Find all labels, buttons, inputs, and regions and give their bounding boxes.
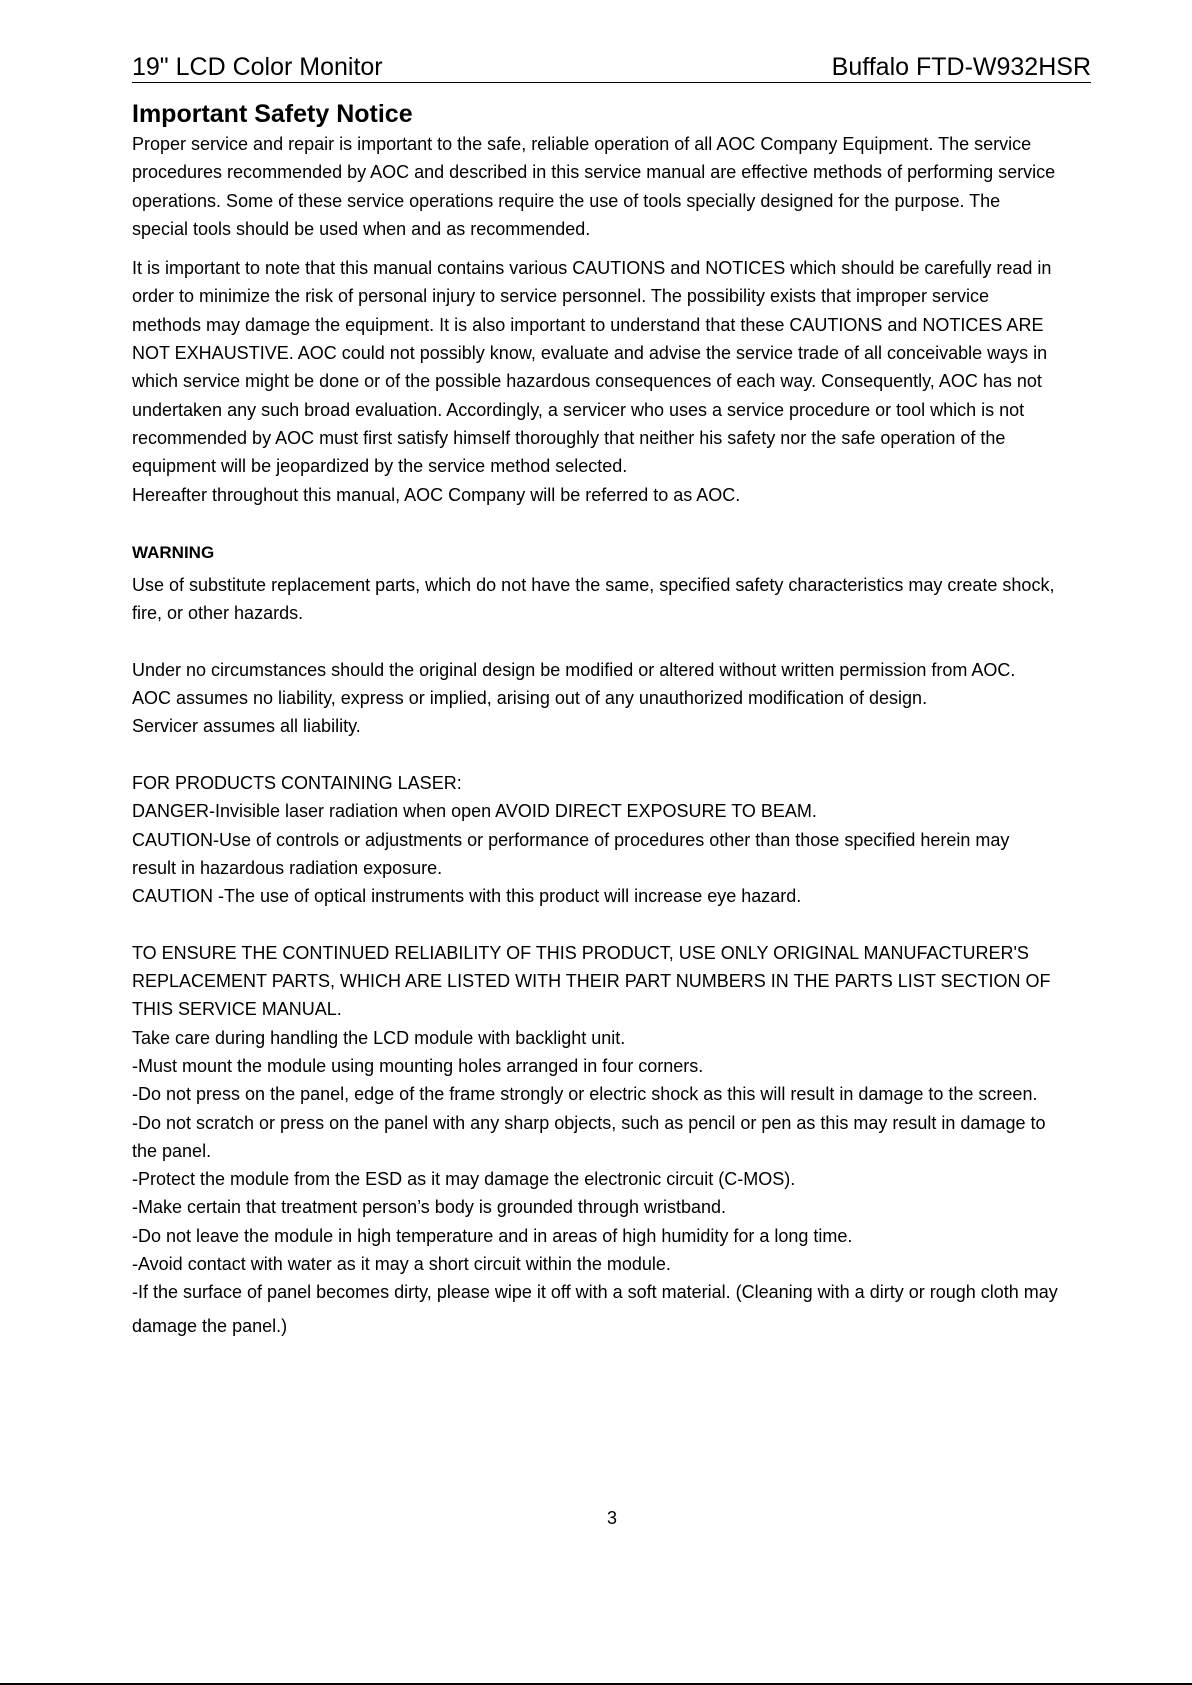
text-line: fire, or other hazards. bbox=[132, 603, 304, 624]
text-line: -Must mount the module using mounting holes arranged in four corners. bbox=[132, 1055, 704, 1076]
text-line: -Do not press on the panel, edge of the frame strongly or electric shock as this will result in damage to the screen. bbox=[132, 1084, 1038, 1105]
text-line: THIS SERVICE MANUAL. bbox=[132, 999, 342, 1020]
text-line: recommended by AOC must first satisfy himself thoroughly that neither his safety nor the safe operation of the bbox=[132, 427, 1006, 448]
text-line: Proper service and repair is important to the safe, reliable operation of all AOC Company Equipment. The service bbox=[132, 134, 1032, 154]
blank-line bbox=[132, 627, 1102, 655]
paragraph-block bbox=[132, 539, 1102, 571]
text-line: It is important to note that this manual contains various CAUTIONS and NOTICES which should be carefully read in bbox=[132, 258, 1052, 279]
text-line: undertaken any such broad evaluation. Accordingly, a servicer who uses a service procedure or tool which is not bbox=[132, 399, 1025, 420]
paragraph-block bbox=[132, 130, 1102, 243]
text-line: -Do not leave the module in high temperature and in areas of high humidity for a long time. bbox=[132, 1225, 853, 1246]
paragraph-block bbox=[132, 1312, 1102, 1340]
text-line: procedures recommended by AOC and described in this service manual are effective methods of performing service bbox=[132, 162, 1056, 183]
text-line: damage the panel.) bbox=[132, 1315, 288, 1336]
paragraph-block bbox=[132, 571, 1102, 1307]
text-line: REPLACEMENT PARTS, WHICH ARE LISTED WITH THEIR PART NUMBERS IN THE PARTS LIST SECTION OF bbox=[132, 971, 1051, 992]
document-body bbox=[132, 130, 1102, 1340]
text-line: operations. Some of these service operations require the use of tools specially designed for the purpose. The bbox=[132, 190, 1001, 211]
text-line: result in hazardous radiation exposure. bbox=[132, 857, 443, 878]
page-number: 3 bbox=[606, 1508, 617, 1528]
text-line: -Protect the module from the ESD as it may damage the electronic circuit (C-MOS). bbox=[132, 1169, 796, 1190]
text-line: Hereafter throughout this manual, AOC Company will be referred to as AOC. bbox=[132, 484, 741, 505]
text-line: special tools should be used when and as recommended. bbox=[132, 218, 591, 239]
text-line: Take care during handling the LCD module with backlight unit. bbox=[132, 1027, 626, 1048]
text-line: Use of substitute replacement parts, which do not have the same, specified safety characteristics may create shock, bbox=[132, 574, 1055, 595]
text-line: NOT EXHAUSTIVE. AOC could not possibly know, evaluate and advise the service trade of all conceivable ways in bbox=[132, 343, 1048, 364]
header-model-name: Buffalo FTD-W932HSR bbox=[831, 53, 1091, 81]
paragraph-block bbox=[132, 254, 1102, 509]
blank-line bbox=[132, 910, 1102, 938]
blank-line bbox=[132, 741, 1102, 769]
text-line: equipment will be jeopardized by the service method selected. bbox=[132, 456, 628, 477]
text-line: Servicer assumes all liability. bbox=[132, 716, 361, 737]
text-line: CAUTION -The use of optical instruments with this product will increase eye hazard. bbox=[132, 886, 802, 907]
warning-heading: WARNING bbox=[132, 542, 215, 562]
header-document-title: 19" LCD Color Monitor bbox=[132, 53, 383, 81]
text-line: FOR PRODUCTS CONTAINING LASER: bbox=[132, 772, 462, 793]
section-title: Important Safety Notice bbox=[132, 100, 413, 128]
text-line: Under no circumstances should the original design be modified or altered without written permission from AOC. bbox=[132, 659, 1016, 680]
text-line: -Make certain that treatment person’s body is grounded through wristband. bbox=[132, 1197, 726, 1218]
text-line: DANGER-Invisible laser radiation when open AVOID DIRECT EXPOSURE TO BEAM. bbox=[132, 801, 817, 822]
text-line: -Avoid contact with water as it may a short circuit within the module. bbox=[132, 1253, 671, 1274]
text-line: methods may damage the equipment. It is also important to understand that these CAUTIONS and NOTICES ARE bbox=[132, 314, 1044, 335]
page-header bbox=[132, 52, 1091, 83]
text-line: -Do not scratch or press on the panel with any sharp objects, such as pencil or pen as this may result in damage to bbox=[132, 1112, 1046, 1133]
text-line: which service might be done or of the possible hazardous consequences of each way. Consequently, AOC has not bbox=[132, 371, 1042, 392]
text-line: order to minimize the risk of personal injury to service personnel. The possibility exists that improper service bbox=[132, 286, 990, 307]
text-line: the panel. bbox=[132, 1140, 212, 1161]
text-line: CAUTION-Use of controls or adjustments or performance of procedures other than those specified herein may bbox=[132, 829, 1010, 850]
text-line: AOC assumes no liability, express or implied, arising out of any unauthorized modification of design. bbox=[132, 688, 928, 709]
text-line: TO ENSURE THE CONTINUED RELIABILITY OF THIS PRODUCT, USE ONLY ORIGINAL MANUFACTURER'S bbox=[132, 942, 1029, 963]
text-line: -If the surface of panel becomes dirty, please wipe it off with a soft material. (Cleaning with a dirty or rough cloth may bbox=[132, 1282, 1058, 1303]
